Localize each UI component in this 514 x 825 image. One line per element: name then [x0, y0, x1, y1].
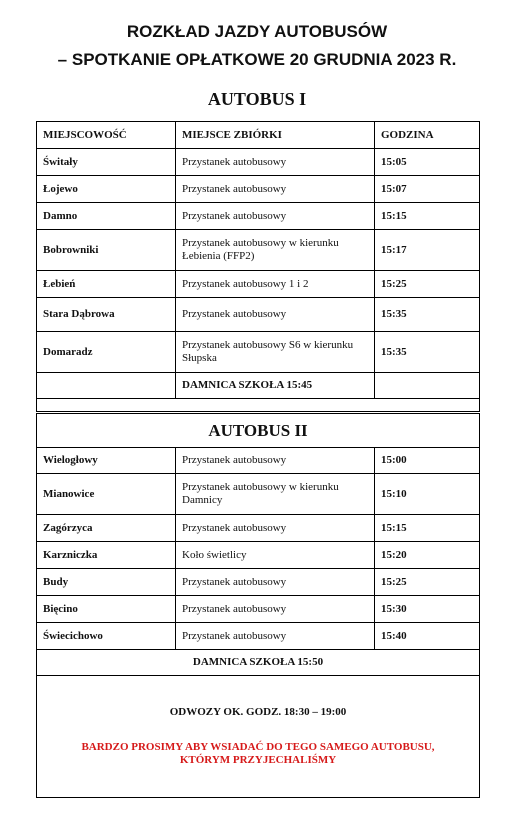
spacer-cell [37, 399, 480, 412]
time-cell: 15:15 [375, 203, 480, 230]
stop-cell: Przystanek autobusowy [176, 623, 375, 650]
bus-1-destination: DAMNICA SZKOŁA 15:45 [176, 373, 375, 399]
bus-1-heading: AUTOBUS I [207, 89, 307, 109]
time-cell: 15:15 [375, 515, 480, 542]
time-cell: 15:30 [375, 596, 480, 623]
stop-cell: Przystanek autobusowy [176, 448, 375, 474]
destination-row [37, 650, 480, 676]
time-cell: 15:35 [375, 298, 480, 332]
stop-cell: Przystanek autobusowy [176, 298, 375, 332]
notes-row [37, 676, 480, 798]
time-cell: 15:35 [375, 332, 480, 373]
bus-1-schedule-table [36, 121, 480, 412]
table-row [37, 569, 480, 596]
stop-cell: Przystanek autobusowy [176, 515, 375, 542]
place-cell: Świtały [37, 149, 176, 176]
stop-cell: Przystanek autobusowy [176, 569, 375, 596]
table-row [37, 332, 480, 373]
time-cell: 15:10 [375, 474, 480, 515]
return-time-note: ODWOZY OK. GODZ. 18:30 – 19:00 [169, 706, 347, 718]
place-cell: Wielogłowy [37, 448, 176, 474]
table-row [37, 298, 480, 332]
stop-cell: Przystanek autobusowy [176, 203, 375, 230]
time-cell: 15:00 [375, 448, 480, 474]
table-row [37, 149, 480, 176]
table-row [37, 596, 480, 623]
stop-cell: Przystanek autobusowy w kierunku Łebienia (FFP2) [176, 230, 375, 271]
place-cell: Bięcino [37, 596, 176, 623]
bus-2-schedule-table [36, 413, 480, 798]
stop-cell: Przystanek autobusowy [176, 149, 375, 176]
time-cell: 15:17 [375, 230, 480, 271]
time-cell: 15:25 [375, 271, 480, 298]
document-title-line-1: ROZKŁAD JAZDY AUTOBUSÓW [126, 22, 388, 41]
table-row [37, 271, 480, 298]
stop-cell: Przystanek autobusowy [176, 176, 375, 203]
stop-cell: Koło świetlicy [176, 542, 375, 569]
place-cell: Budy [37, 569, 176, 596]
column-header-place: MIEJSCOWOŚĆ [37, 122, 176, 149]
bus-2-heading: AUTOBUS II [37, 414, 480, 448]
place-cell: Karzniczka [37, 542, 176, 569]
same-bus-warning: BARDZO PROSIMY ABY WSIADAĆ DO TEGO SAMEGO AUTOBUSU, KTÓRYM PRZYJECHALIŚMY [81, 741, 435, 766]
table-row [37, 542, 480, 569]
document-title-line-2: – SPOTKANIE OPŁATKOWE 20 GRUDNIA 2023 R. [57, 50, 457, 69]
table-row [37, 515, 480, 542]
time-cell: 15:05 [375, 149, 480, 176]
place-cell: Stara Dąbrowa [37, 298, 176, 332]
time-cell: 15:20 [375, 542, 480, 569]
place-cell: Bobrowniki [37, 230, 176, 271]
time-cell: 15:25 [375, 569, 480, 596]
empty-cell [375, 373, 480, 399]
stop-cell: Przystanek autobusowy [176, 596, 375, 623]
place-cell: Łebień [37, 271, 176, 298]
bus-2-destination: DAMNICA SZKOŁA 15:50 [37, 650, 480, 676]
notes-cell [37, 676, 480, 798]
place-cell: Mianowice [37, 474, 176, 515]
place-cell: Damno [37, 203, 176, 230]
time-cell: 15:07 [375, 176, 480, 203]
table-row [37, 623, 480, 650]
table-row [37, 230, 480, 271]
stop-cell: Przystanek autobusowy w kierunku Damnicy [176, 474, 375, 515]
spacer-row [37, 399, 480, 412]
stop-cell: Przystanek autobusowy 1 i 2 [176, 271, 375, 298]
table-row [37, 176, 480, 203]
place-cell: Domaradz [37, 332, 176, 373]
column-header-time: GODZINA [375, 122, 480, 149]
table-header-row [37, 122, 480, 149]
place-cell: Łojewo [37, 176, 176, 203]
column-header-stop: MIEJSCE ZBIÓRKI [176, 122, 375, 149]
stop-cell: Przystanek autobusowy S6 w kierunku Słupska [176, 332, 375, 373]
destination-row [37, 373, 480, 399]
time-cell: 15:40 [375, 623, 480, 650]
place-cell: Zagórzyca [37, 515, 176, 542]
place-cell: Świecichowo [37, 623, 176, 650]
table-row [37, 448, 480, 474]
table-row [37, 203, 480, 230]
empty-cell [37, 373, 176, 399]
table-row [37, 474, 480, 515]
bus-2-heading-row [37, 414, 480, 448]
